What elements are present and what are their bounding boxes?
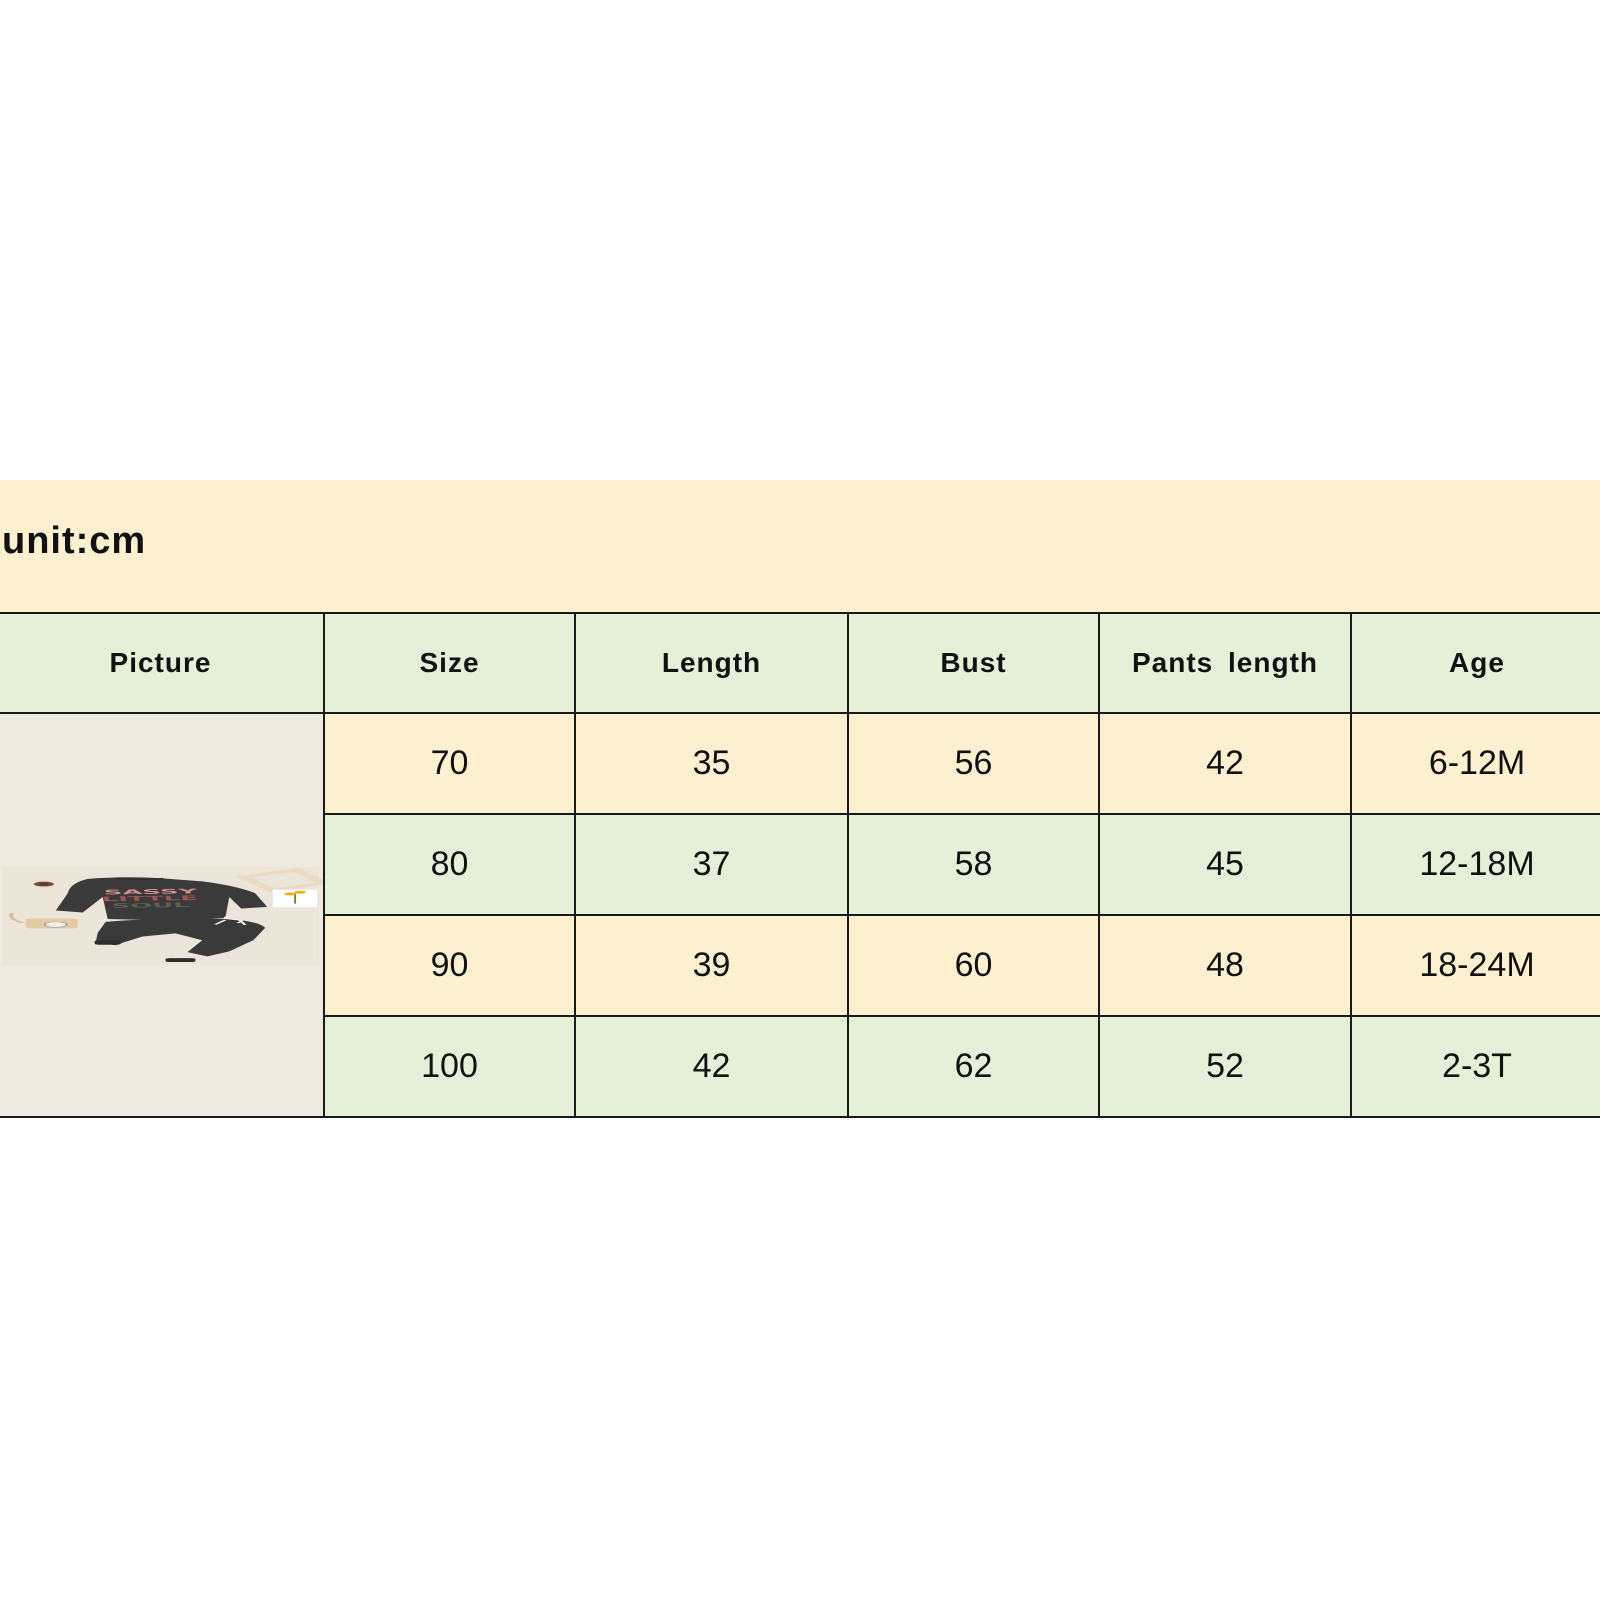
print-line-3: SOUL (110, 900, 191, 910)
print-line-2: LITTLE (100, 893, 199, 903)
cell-size: 90 (324, 915, 575, 1016)
header-picture: Picture (0, 613, 324, 713)
cell-age: 18-24M (1351, 915, 1600, 1016)
cell-age: 12-18M (1351, 814, 1600, 915)
cell-pants-length: 42 (1099, 713, 1351, 814)
size-chart-table (0, 612, 1600, 1118)
header-pants-length: Pants length (1099, 613, 1351, 713)
cell-age: 2-3T (1351, 1016, 1600, 1117)
product-picture-cell (0, 713, 324, 1117)
cell-pants-length: 52 (1099, 1016, 1351, 1117)
header-size: Size (324, 613, 575, 713)
cell-size: 80 (324, 814, 575, 915)
product-photo (0, 866, 323, 965)
table-header-row (0, 613, 1600, 713)
cell-length: 35 (575, 713, 848, 814)
cell-bust: 62 (848, 1016, 1099, 1117)
cell-length: 42 (575, 1016, 848, 1117)
cell-length: 39 (575, 915, 848, 1016)
cell-pants-length: 48 (1099, 915, 1351, 1016)
cell-age: 6-12M (1351, 713, 1600, 814)
unit-header-band (0, 480, 1600, 613)
cell-bust: 58 (848, 814, 1099, 915)
print-line-1: SASSY (102, 887, 199, 896)
header-length: Length (575, 613, 848, 713)
cell-length: 37 (575, 814, 848, 915)
unit-label: unit:cm (2, 520, 147, 562)
cell-size: 100 (324, 1016, 575, 1117)
cell-size: 70 (324, 713, 575, 814)
cell-pants-length: 45 (1099, 814, 1351, 915)
header-age: Age (1351, 613, 1600, 713)
cell-bust: 60 (848, 915, 1099, 1016)
table-row (0, 713, 1600, 814)
header-bust: Bust (848, 613, 1099, 713)
cell-bust: 56 (848, 713, 1099, 814)
